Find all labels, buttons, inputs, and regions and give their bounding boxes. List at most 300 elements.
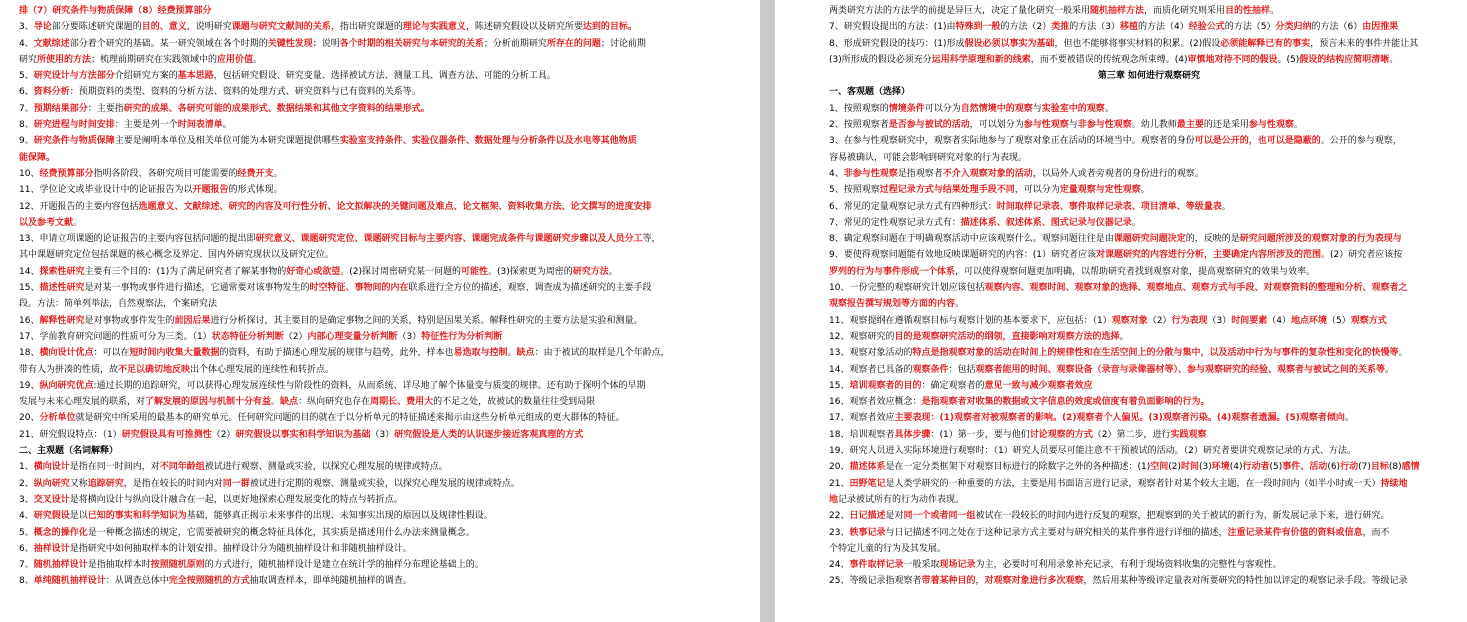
- text-line: [19, 280, 749, 296]
- text-span: 。: [955, 299, 965, 310]
- text-span: ，而质化研究则采用: [1144, 6, 1226, 16]
- text-span: ：主要指: [87, 103, 124, 114]
- highlighted-term: 按照随机原则: [150, 560, 205, 571]
- highlighted-term: 观察方式: [1350, 315, 1387, 326]
- text-span: 是对: [885, 511, 904, 522]
- highlighted-term: 定量观察与定性观察: [1059, 185, 1141, 196]
- highlighted-term: 缺点: [516, 348, 535, 359]
- text-span: 8、确定观察问题在于明确观察活动中应该观察什么。观察问题往往是由: [829, 234, 1114, 245]
- text-span: 21、研究假设特点：（1）: [19, 429, 122, 440]
- text-span: 。: [1344, 413, 1354, 424]
- text-line: [19, 199, 749, 215]
- text-span: 6、常见的定量观察记录方式有四种形式：: [829, 201, 997, 212]
- text-span: 的方法（4）: [1138, 22, 1189, 33]
- text-span: 的方法（2）: [1000, 22, 1052, 33]
- text-line: [829, 150, 1467, 166]
- page-left-text: [19, 3, 749, 590]
- highlighted-term: 目的是观察研究活动的纲领，直接影响对观察方法的选择: [894, 331, 1120, 342]
- text-line: [19, 541, 749, 557]
- text-line: [19, 231, 749, 247]
- text-span: 抽取调查样本，即单纯随机抽样的调查。: [249, 576, 412, 587]
- highlighted-term: 了解发展的原因与机制十分有益: [145, 397, 272, 408]
- highlighted-term: 研究问题所涉及的观察对象的行为表现与: [1239, 234, 1402, 245]
- highlighted-term: 日记描述: [849, 511, 886, 522]
- text-span: （3）: [397, 331, 422, 342]
- text-span: 研究: [19, 54, 38, 65]
- text-line: [829, 362, 1467, 378]
- text-span: 。: [273, 168, 283, 179]
- highlighted-term: 易选取与控制: [453, 348, 508, 359]
- bold-text: 二、主观题（名词解释）: [19, 446, 119, 457]
- text-span: 7、研究假设提出的方法：(1)由: [829, 22, 956, 33]
- text-line: [19, 19, 749, 35]
- text-span: 14、: [19, 266, 40, 277]
- highlighted-term: 分析单位: [39, 413, 76, 424]
- highlighted-term: 非参与性观察: [1077, 120, 1132, 131]
- text-span: 的不足之处，故被试的数量往往受到局限: [433, 397, 596, 408]
- text-line: [829, 525, 1467, 541]
- text-span: 19、研究人员进入实际环境进行观察时：（1）研究人员要尽可能注意不干预被试的活动。（2）研究者要讲究观察记录的方式、方法。: [829, 446, 1356, 457]
- document-page-right: [775, 0, 1467, 622]
- text-line: [19, 101, 749, 117]
- text-line: [19, 362, 749, 378]
- text-span: 17、学前教育研究问题的性质可分为三类。（1）: [19, 331, 212, 342]
- text-line: [19, 427, 749, 443]
- highlighted-term: 地点环境: [1290, 315, 1327, 326]
- text-line: [829, 410, 1467, 426]
- text-span: ，可以分为: [1014, 185, 1060, 196]
- highlighted-term: 目的性抽样: [1225, 6, 1271, 16]
- text-line: [829, 36, 1467, 52]
- highlighted-term: 基本思路: [177, 71, 214, 82]
- highlighted-term: 理论与实践意义: [402, 22, 466, 33]
- highlighted-term: 能保障。: [19, 152, 56, 163]
- highlighted-term: 交叉设计: [33, 494, 70, 505]
- text-span: ，是指在较长的时间内对: [123, 478, 223, 489]
- highlighted-term: 特点是指观察对象的活动在时间上的规律性和在生活空间上的分散与集中，以及活动中行为与事件的复杂性和变化的快慢等: [912, 348, 1399, 359]
- text-span: 13、观察对象活动的: [829, 348, 913, 359]
- highlighted-term: 研究假设: [33, 511, 70, 522]
- text-line: [19, 476, 749, 492]
- text-line: [19, 215, 749, 231]
- text-span: 14、观察者已具备的: [829, 364, 913, 375]
- text-span: 1、: [19, 462, 34, 473]
- highlighted-term: 完全按照随机的方式: [168, 576, 250, 587]
- highlighted-term: 主要表现：(1)观察者对被观察者的影响。(2)观察者个人偏见。(3)观察者污染。(4)观察者遗漏。(5)观察者倾向: [894, 413, 1345, 424]
- text-span: 一般采取: [903, 560, 940, 571]
- text-span: 被试进行定期的观察、测量或实验，以探究心理发展的规律或特点。: [249, 478, 520, 489]
- highlighted-term: 由因推果: [1362, 22, 1399, 33]
- text-line: [19, 378, 749, 394]
- highlighted-term: 好奇心或欲望: [286, 266, 341, 277]
- text-span: (2): [1168, 462, 1181, 473]
- text-span: ，可以划分为: [969, 120, 1024, 131]
- highlighted-term: 观察内容、观察时间、观察对象的选择、观察地点、观察方式与手段、对观察资料的整理和分析、观察者之: [984, 283, 1408, 294]
- text-line: [829, 280, 1467, 296]
- highlighted-term: 研究进程与时间安排: [33, 120, 115, 131]
- text-span: 9、: [19, 136, 34, 147]
- text-span: ，以局外人或者旁观者的身份进行的观察。: [1032, 168, 1204, 179]
- text-line: [19, 345, 749, 361]
- text-span: 6、: [19, 543, 34, 554]
- text-span: (3)所形成的假设必须充分: [829, 54, 932, 65]
- text-span: 18、: [19, 348, 40, 359]
- text-span: 进行分析探讨，其主要目的是确定事物之间的关系，特别是因果关系。解释性研究的主要方法是实验和测量。: [210, 315, 643, 326]
- text-span: （2）: [1147, 315, 1172, 326]
- text-line: [829, 329, 1467, 345]
- highlighted-term: 课题研究问题决定: [1113, 234, 1186, 245]
- highlighted-term: 前因后果: [174, 315, 211, 326]
- text-span: ，陈述研究假设以及研究所要: [465, 22, 583, 33]
- highlighted-term: 事件、活动: [1282, 462, 1328, 473]
- highlighted-term: 非参与性观察: [843, 168, 898, 179]
- text-span: 24、: [829, 560, 850, 571]
- page-gap: [760, 0, 775, 622]
- highlighted-term: 审慎地对待不同的假设: [1187, 54, 1278, 65]
- chapter-heading: [829, 68, 1467, 84]
- highlighted-term: 经费预算部分: [39, 168, 94, 179]
- text-span: ，预言未来的事件并能让其: [1310, 38, 1419, 49]
- text-span: 9、要使得观察问题能有效地反映课题研究的内容：(1）研究者应该: [829, 250, 1096, 261]
- text-span: （3）: [370, 429, 395, 440]
- text-line: [19, 247, 749, 263]
- text-span: 18、培训观察者: [829, 429, 895, 440]
- text-span: 12、开题报告的主要内容包括: [19, 201, 139, 212]
- text-span: ：主要是列一个: [114, 120, 178, 131]
- text-span: 。: [1398, 348, 1408, 359]
- highlighted-term: 目标: [1370, 462, 1389, 473]
- text-span: 。: [1389, 54, 1399, 65]
- text-span: ，指出研究课题的: [330, 22, 403, 33]
- text-line: [829, 215, 1467, 231]
- text-line: [19, 459, 749, 475]
- highlighted-term: 对课题研究的内容进行分析，主要确定内容所涉及的范围: [1095, 250, 1321, 261]
- highlighted-term: 追踪研究: [87, 478, 124, 489]
- text-span: 10、: [19, 168, 40, 179]
- text-line: [829, 247, 1467, 263]
- highlighted-term: 不足以确切地反映: [118, 364, 191, 375]
- text-line: [829, 52, 1467, 68]
- text-span: ；讨论前期: [600, 38, 646, 49]
- highlighted-term: 参与性观察: [1248, 120, 1294, 131]
- text-span: 7、常见的定性观察记录方式有：: [829, 217, 961, 228]
- text-line: [19, 573, 749, 589]
- highlighted-term: 参与性观察: [1023, 120, 1069, 131]
- text-span: 4、: [19, 38, 34, 49]
- text-span: ：确定观察者的: [921, 380, 985, 391]
- text-span: 与日记描述不同之处在于这种记录方式主要对与研究相关的某件事件进行详细的描述，: [885, 527, 1228, 538]
- text-span: (8): [1388, 462, 1402, 473]
- text-span: (5): [1269, 462, 1283, 473]
- text-span: 主要有三个目的：(1)为了满足研究者了解某事物的: [84, 266, 287, 277]
- highlighted-term: 探索性研究: [39, 266, 85, 277]
- highlighted-term: 行动者: [1242, 462, 1270, 473]
- highlighted-term: 经验公式: [1188, 22, 1225, 33]
- highlighted-term: 环境: [1211, 462, 1230, 473]
- highlighted-term: 地: [829, 494, 839, 505]
- highlighted-term: 运用科学原理和新的线索: [931, 54, 1031, 65]
- highlighted-term: 空间: [1150, 462, 1169, 473]
- text-span: 11、学位论文或毕业设计中的论证报告为以: [19, 185, 193, 196]
- text-span: 3、: [19, 22, 34, 33]
- text-span: 。: [1270, 6, 1280, 16]
- highlighted-term: 随机抽样方法: [1090, 6, 1145, 16]
- text-span: ：预期资料的类型、资料的分析方法、资料的处理方式、研究资料与已有资料的关系等。: [69, 87, 421, 98]
- text-span: 25、等级记录指观察者: [829, 576, 922, 587]
- highlighted-term: 不介入观察对象的活动: [942, 168, 1033, 179]
- text-span: 可以分为: [924, 103, 961, 114]
- text-line: [829, 264, 1467, 280]
- highlighted-term: 预期结果部分: [33, 103, 88, 114]
- highlighted-term: 目的、意义: [141, 22, 187, 33]
- text-line: [19, 68, 749, 84]
- highlighted-term: 已知的事实和科学知识为: [87, 511, 187, 522]
- text-span: 15、: [829, 380, 850, 391]
- highlighted-term: 同一个或者同一组: [903, 511, 976, 522]
- text-span: 是一种概念描述的规定，它需要被研究的概念特征具体化，其实质是描述用什么办法来测量概念。: [87, 527, 475, 538]
- highlighted-term: 轶事记录: [849, 527, 886, 538]
- text-span: 基础，能够真正揭示未来事件的出现、未知事实出现的原因以及规律性假设。: [186, 511, 493, 522]
- text-span: 带有人为拼凑的性质，故: [19, 364, 119, 375]
- text-line: [829, 476, 1467, 492]
- text-span: 19、: [19, 380, 40, 391]
- text-span: 7、: [19, 103, 34, 114]
- text-span: 与: [1032, 103, 1042, 114]
- highlighted-term: 时空特征、事物间的内在: [309, 283, 409, 294]
- text-span: ，可以使得观察问题更加明确，以帮助研究者找到观察对象，提高观察研究的效果与效率。: [955, 266, 1316, 277]
- highlighted-term: 研究方法: [572, 266, 609, 277]
- text-span: 的资料，有助于描述心理发展的规律与趋势，此外，样本也: [219, 348, 454, 359]
- text-span: ，但也不能够将事实材料的积累。(2)假设: [1054, 38, 1221, 49]
- text-span: 部分要陈述研究课题的: [51, 22, 142, 33]
- text-span: 的还是采用: [1203, 120, 1249, 131]
- text-span: 5、: [19, 527, 34, 538]
- text-span: 。: [608, 266, 618, 277]
- highlighted-term: 描述性研究: [39, 283, 85, 294]
- highlighted-term: 经费开支: [237, 168, 274, 179]
- bold-text: 一、客观题（选择）: [829, 87, 911, 98]
- highlighted-term: 短时间内收集大量数据: [129, 348, 220, 359]
- text-span: 段。方法：简单列举法，自然观察法，个案研究法: [19, 299, 218, 310]
- text-span: 。(5): [1277, 54, 1300, 65]
- highlighted-term: 培训观察者的目的: [849, 380, 922, 391]
- text-span: 是指在同一时间内，对: [69, 462, 160, 473]
- highlighted-term: 研究的成果、各研究可能的成果形式、数据结果和其他文字资料的结果形式。: [123, 103, 430, 114]
- highlighted-term: 排（7）研究条件与物质保障（8）经费预算部分: [19, 6, 212, 16]
- highlighted-term: 注重记录某件有价值的资料或信息: [1227, 527, 1363, 538]
- highlighted-term: 可能性: [460, 266, 488, 277]
- highlighted-term: 时间取样记录表、事件取样记录表、项目清单、等级量表: [996, 201, 1222, 212]
- text-span: ，而不: [1362, 527, 1390, 538]
- highlighted-term: 所使用的方法: [37, 54, 92, 65]
- text-line: [19, 394, 749, 410]
- text-span: 被试在一段较长的时间内进行反复的观察，把观察到的关于被试的新行为、新发展记录下来，进行研究。: [975, 511, 1390, 522]
- text-span: 10、一份完整的观察研究计划应该包括: [829, 283, 985, 294]
- highlighted-term: 对观察对象进行多次观察: [984, 576, 1084, 587]
- text-span: 5、: [19, 71, 34, 82]
- highlighted-term: 选题意义、文献综述、研究的内容及可行性分析、论文拟解决的关键问题及难点、论文框架、资料收集方法、论文撰写的进度安排: [138, 201, 652, 212]
- text-span: 发展与未来心理发展的联系，对: [19, 397, 146, 408]
- text-span: 其中课题研究定位包括课题的核心概念及界定、国内外研究现状以及研究定位。: [19, 250, 335, 261]
- text-span: 15、: [19, 283, 40, 294]
- text-span: 。: [253, 54, 263, 65]
- text-span: 等，: [642, 234, 661, 245]
- text-line: [19, 443, 749, 459]
- text-span: 部分着个研究的基础。某一研究领域在各个时期的: [69, 38, 268, 49]
- highlighted-term: 实验室支持条件、实验仪器条件、数据处理与分析条件以及水电等其他物质: [339, 136, 637, 147]
- text-span: 3、在参与性观察研究中，观察者实际地参与了观察对象正在活动的环境当中。观察者的身份: [829, 136, 1195, 147]
- highlighted-term: 特征性行为分析判断: [421, 331, 503, 342]
- text-span: 。幼儿教师: [1131, 120, 1177, 131]
- text-span: ；说明: [312, 38, 340, 49]
- text-span: 16、观察者效应概念：: [829, 397, 922, 408]
- text-span: 20、: [829, 462, 850, 473]
- text-span: （3）: [1207, 315, 1232, 326]
- text-span: 是以: [69, 511, 88, 522]
- text-span: （5）: [1326, 315, 1351, 326]
- highlighted-term: 描述体系、叙述体系、图式记录与仪器记录: [960, 217, 1132, 228]
- highlighted-term: 不同年龄组: [159, 462, 205, 473]
- text-line: [829, 84, 1467, 100]
- highlighted-term: 讨论观察的方式: [1029, 429, 1093, 440]
- highlighted-term: 最主要: [1176, 120, 1204, 131]
- text-line: [829, 19, 1467, 35]
- highlighted-term: 研究假设具有可推测性: [121, 429, 212, 440]
- text-line: [19, 133, 749, 149]
- text-line: [829, 557, 1467, 573]
- text-span: 1、按照观察的: [829, 103, 889, 114]
- text-line: [19, 296, 749, 312]
- page-right-text: [829, 3, 1467, 590]
- text-span: 是人类学研究的一种重要的方法，主要是用书面语言进行记录，观察者针对某个较大主题，在一段时间内（如半小时或一天）: [885, 478, 1381, 489]
- highlighted-term: 观察条件: [912, 364, 949, 375]
- highlighted-term: 研究意义、课题研究定位、课题研究目标与主要内容、课题完成条件与课题研究步骤以及人员分工: [255, 234, 643, 245]
- text-span: （2）: [211, 429, 236, 440]
- highlighted-term: 导论: [33, 22, 52, 33]
- highlighted-term: 描述体系: [849, 462, 886, 473]
- text-span: 。: [1140, 185, 1150, 196]
- highlighted-term: 现场记录: [939, 560, 976, 571]
- text-span: 介绍研究方案的: [114, 71, 178, 82]
- highlighted-term: 研究假设以事实和科学知识为基础: [235, 429, 371, 440]
- text-line: [19, 36, 749, 52]
- highlighted-term: 周期长、费用大: [370, 397, 434, 408]
- text-span: ：(1）第一步，要与他们: [930, 429, 1030, 440]
- highlighted-term: 状态特征分析判断: [211, 331, 284, 342]
- highlighted-term: 可以是公开的，也可以是隐蔽的: [1194, 136, 1321, 147]
- highlighted-term: 时间要素: [1231, 315, 1268, 326]
- text-line: [829, 443, 1467, 459]
- text-span: 。: [1119, 331, 1129, 342]
- highlighted-term: 文献综述: [33, 38, 70, 49]
- text-span: 。(2)探讨周密研究某一问题的: [340, 266, 461, 277]
- text-span: 。: [1385, 364, 1395, 375]
- highlighted-term: 研究设计与方法部分: [33, 71, 115, 82]
- text-span: ，说明研究: [186, 22, 232, 33]
- text-line: [19, 117, 749, 133]
- text-span: 容易被确认，可能会影响到研究对象的行为表现。: [829, 152, 1028, 163]
- text-span: 是对事物或事件发生的: [84, 315, 175, 326]
- highlighted-term: 横向设计优点: [39, 348, 94, 359]
- text-span: 23、: [829, 527, 850, 538]
- text-line: [829, 345, 1467, 361]
- text-span: 3、: [19, 494, 34, 505]
- highlighted-term: 单纯随机抽样设计: [33, 576, 106, 587]
- highlighted-term: 同一群: [222, 478, 250, 489]
- text-span: 个特定儿童的行为及其发展。: [829, 543, 947, 554]
- text-span: ：包括: [948, 364, 976, 375]
- text-span: 12、观察研究的: [829, 331, 895, 342]
- text-span: (3): [1199, 462, 1212, 473]
- highlighted-term: 感情: [1401, 462, 1420, 473]
- highlighted-term: 内部心理变量分析判断: [307, 331, 398, 342]
- text-line: [829, 182, 1467, 198]
- text-span: 记录被试所有的行为动作表现。: [838, 494, 965, 505]
- highlighted-term: 具体步骤: [894, 429, 931, 440]
- text-line: [829, 459, 1467, 475]
- text-span: 。: [1104, 103, 1114, 114]
- text-line: [829, 231, 1467, 247]
- text-line: [19, 329, 749, 345]
- highlighted-term: 实验室中的观察: [1041, 103, 1105, 114]
- bold-text: 第三章 如何进行观察研究: [1097, 71, 1201, 82]
- highlighted-term: 行为表现: [1171, 315, 1208, 326]
- text-span: 22、: [829, 511, 850, 522]
- text-line: [19, 525, 749, 541]
- text-line: [829, 508, 1467, 524]
- text-line: [19, 508, 749, 524]
- highlighted-term: 研究假设是人类的认识逐步接近客观真理的方式: [394, 429, 584, 440]
- text-span: 5、按照观察: [829, 185, 880, 196]
- text-span: 主要是阐明本单位及相关单位可能为本研究课题提供哪些: [114, 136, 340, 147]
- text-line: [829, 394, 1467, 410]
- text-span: 2、按照观察者: [829, 120, 889, 131]
- text-line: [19, 166, 749, 182]
- highlighted-term: 研究条件与物质保障: [33, 136, 115, 147]
- highlighted-term: 行动: [1340, 462, 1359, 473]
- highlighted-term: 缺点: [280, 397, 299, 408]
- highlighted-term: 事件取样记录: [849, 560, 904, 571]
- text-span: 的形式体现。: [228, 185, 283, 196]
- text-line: [829, 166, 1467, 182]
- highlighted-term: 假设必须以事实为基础: [964, 38, 1055, 49]
- highlighted-term: 时间表清单: [177, 120, 223, 131]
- text-span: 是指观察者: [897, 168, 943, 179]
- highlighted-term: 开题报告: [192, 185, 229, 196]
- text-span: ，: [975, 576, 985, 587]
- text-span: 的方式进行，随机抽样设计是建立在统计学的抽样分布理论基础上的。: [204, 560, 484, 571]
- text-line: [19, 84, 749, 100]
- text-span: 2、: [19, 478, 34, 489]
- text-line: [829, 117, 1467, 133]
- highlighted-term: 类推: [1051, 22, 1070, 33]
- text-line: [829, 541, 1467, 557]
- text-span: 联系进行全方位的描述，观察、调查成为描述研究的主要手段: [408, 283, 652, 294]
- text-span: 7、: [19, 560, 34, 571]
- highlighted-term: 以及参考文献: [19, 217, 74, 228]
- text-span: 是将横向设计与纵向设计融合在一起，以更好地探索心理发展变化的特点与转折点。: [69, 494, 403, 505]
- text-span: (4): [1229, 462, 1243, 473]
- highlighted-term: 达到的目标。: [582, 22, 637, 33]
- text-span: ，而不要被错误的传统观念所束缚。(4): [1030, 54, 1188, 65]
- text-line: [19, 150, 749, 166]
- text-span: ；分析前期研究: [483, 38, 547, 49]
- text-span: 是在一定分类框架下对观察目标进行的除数字之外的各种描述：(1): [885, 462, 1151, 473]
- text-span: 的方法（3）: [1069, 22, 1120, 33]
- text-line: [19, 3, 749, 19]
- text-span: 13、申请立项课题的论证报告的主要内容包括问题的提出即: [19, 234, 256, 245]
- highlighted-term: 田野笔记: [849, 478, 886, 489]
